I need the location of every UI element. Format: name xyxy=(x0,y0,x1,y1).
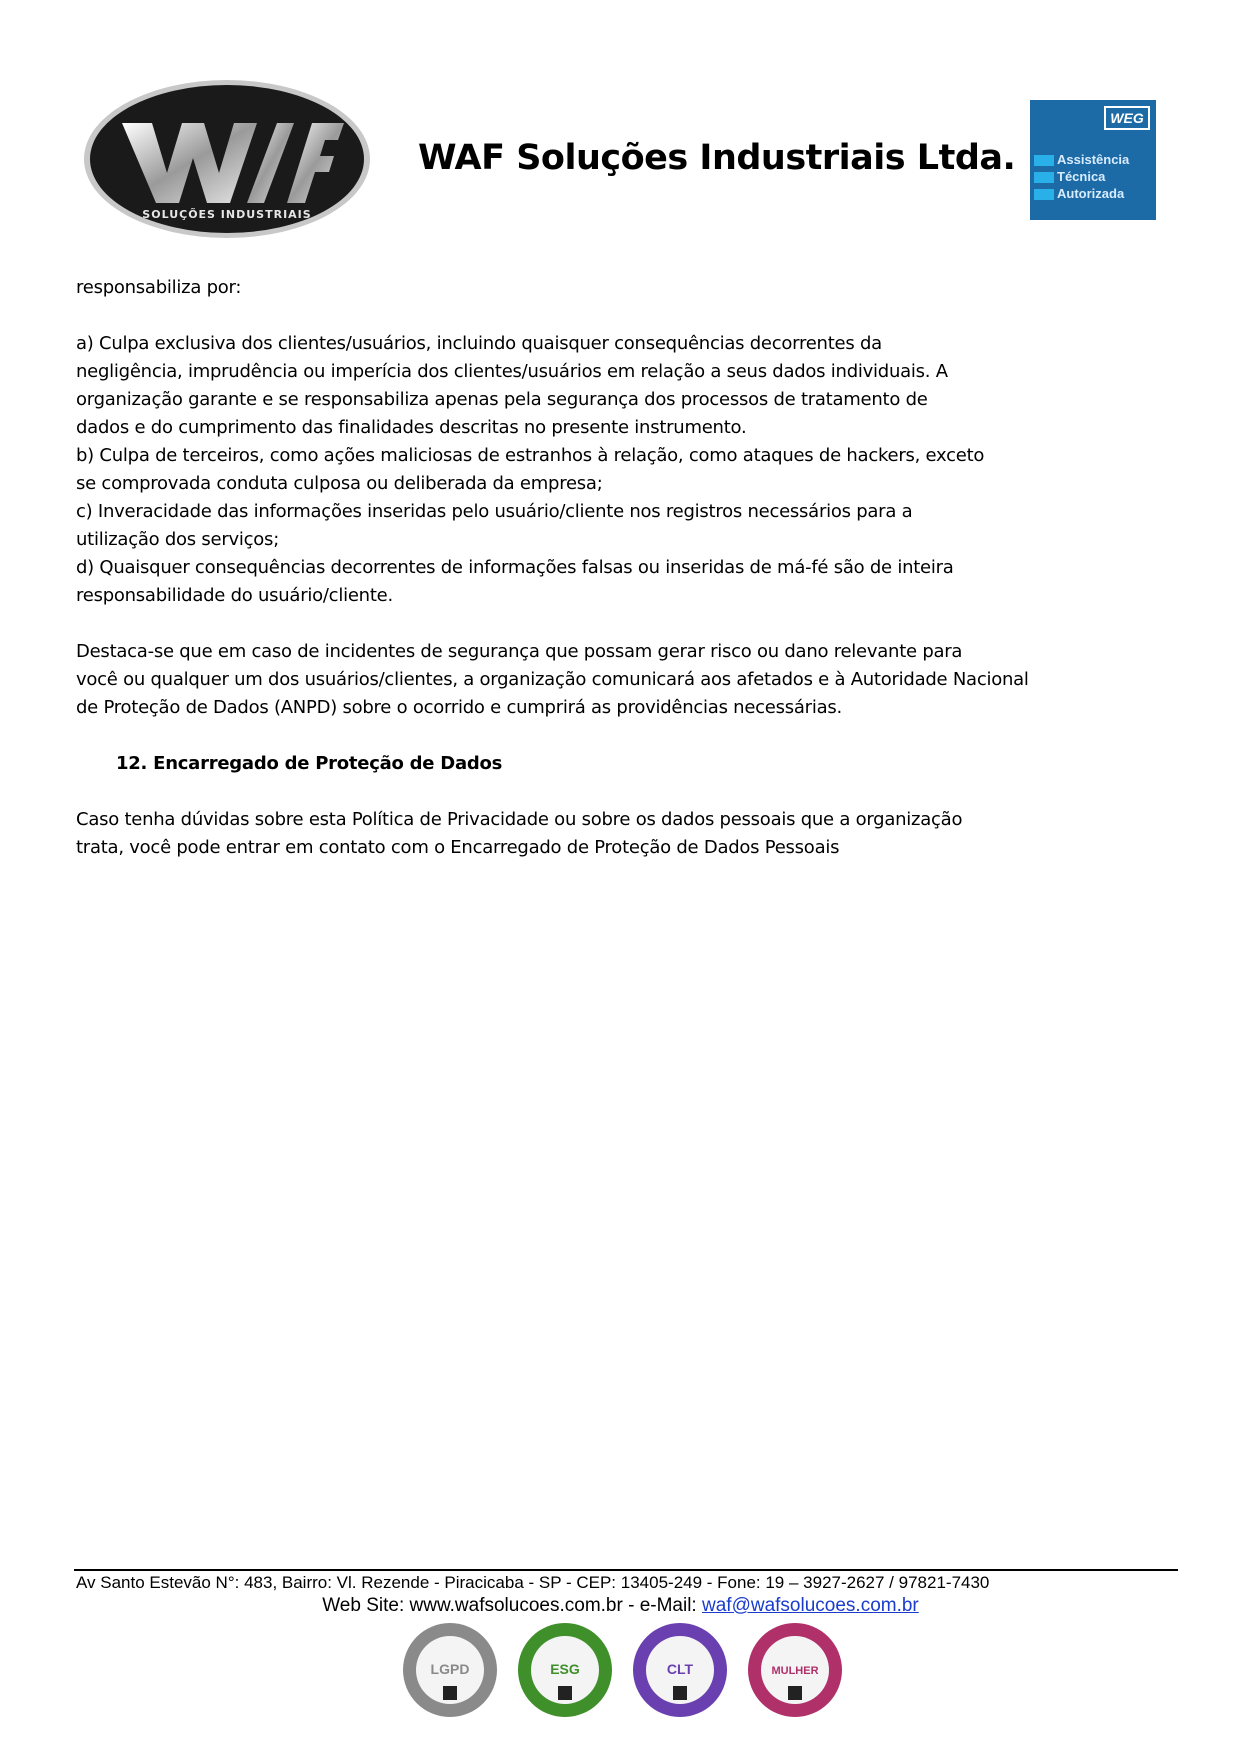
body-line: você ou qualquer um dos usuários/clientes, a organização comunicará aos afetados e à Autoridade Nacional xyxy=(76,669,1029,690)
body-line: a) Culpa exclusiva dos clientes/usuários, incluindo quaisquer consequências decorrentes da xyxy=(76,333,882,354)
body-line: negligência, imprudência ou imperícia dos clientes/usuários em relação a seus dados individuais. A xyxy=(76,361,948,382)
certification-seals xyxy=(400,1620,840,1720)
footer-divider xyxy=(74,1569,1178,1571)
qr-icon xyxy=(673,1686,687,1700)
body-line: utilização dos serviços; xyxy=(76,529,280,550)
document-body xyxy=(76,274,1116,862)
qr-icon xyxy=(788,1686,802,1700)
weg-line-2: Técnica xyxy=(1057,169,1106,184)
footer-address: Av Santo Estevão N°: 483, Bairro: Vl. Rezende - Piracicaba - SP - CEP: 13405-249 - Fone: 19 – 3927-2627 / 97821-7430 xyxy=(76,1573,990,1592)
weg-line-3: Autorizada xyxy=(1057,186,1125,201)
body-line: b) Culpa de terceiros, como ações maliciosas de estranhos à relação, como ataques de hackers, exceto xyxy=(76,445,985,466)
weg-line-1: Assistência xyxy=(1057,152,1130,167)
body-line: d) Quaisquer consequências decorrentes de informações falsas ou inseridas de má-fé são de inteira xyxy=(76,557,954,578)
weg-authorized-badge xyxy=(1030,100,1156,220)
seal-mulher xyxy=(745,1620,845,1720)
seal-label: CLT xyxy=(666,1661,694,1677)
body-line: trata, você pode entrar em contato com o Encarregado de Proteção de Dados Pessoais xyxy=(76,837,840,858)
footer-email-link[interactable]: waf@wafsolucoes.com.br xyxy=(702,1595,919,1616)
body-line: se comprovada conduta culposa ou deliberada da empresa; xyxy=(76,473,603,494)
blank-line xyxy=(76,778,1116,806)
body-line: organização garante e se responsabiliza apenas pela segurança dos processos de tratamento de xyxy=(76,389,928,410)
body-line: Destaca-se que em caso de incidentes de segurança que possam gerar risco ou dano relevante para xyxy=(76,641,963,662)
waf-logo xyxy=(82,78,372,240)
body-line: responsabiliza por: xyxy=(76,277,242,298)
seal-label: ESG xyxy=(550,1661,580,1677)
company-name: WAF Soluções Industriais Ltda. xyxy=(418,138,1016,178)
body-line: Caso tenha dúvidas sobre esta Política de Privacidade ou sobre os dados pessoais que a organização xyxy=(76,809,963,830)
seal-lgpd xyxy=(400,1620,500,1720)
qr-icon xyxy=(443,1686,457,1700)
seal-label: LGPD xyxy=(430,1661,470,1677)
blank-line xyxy=(76,610,1116,638)
section-heading: 12. Encarregado de Proteção de Dados xyxy=(116,753,503,774)
weg-logo: WEG xyxy=(1104,106,1150,130)
body-line: de Proteção de Dados (ANPD) sobre o ocorrido e cumprirá as providências necessárias. xyxy=(76,697,842,718)
body-line: c) Inveracidade das informações inseridas pelo usuário/cliente nos registros necessários para a xyxy=(76,501,913,522)
footer-web xyxy=(0,1594,1241,1618)
seal-label: MULHER xyxy=(771,1665,819,1677)
body-line: responsabilidade do usuário/cliente. xyxy=(76,585,393,606)
qr-icon xyxy=(558,1686,572,1700)
footer-web-prefix: Web Site: www.wafsolucoes.com.br - e-Mail: xyxy=(322,1595,702,1616)
blank-line xyxy=(76,722,1116,750)
blank-line xyxy=(76,302,1116,330)
seal-esg xyxy=(515,1620,615,1720)
logo-caption: SOLUÇÕES INDUSTRIAIS xyxy=(142,208,312,221)
body-line: dados e do cumprimento das finalidades descritas no presente instrumento. xyxy=(76,417,747,438)
seal-clt xyxy=(630,1620,730,1720)
